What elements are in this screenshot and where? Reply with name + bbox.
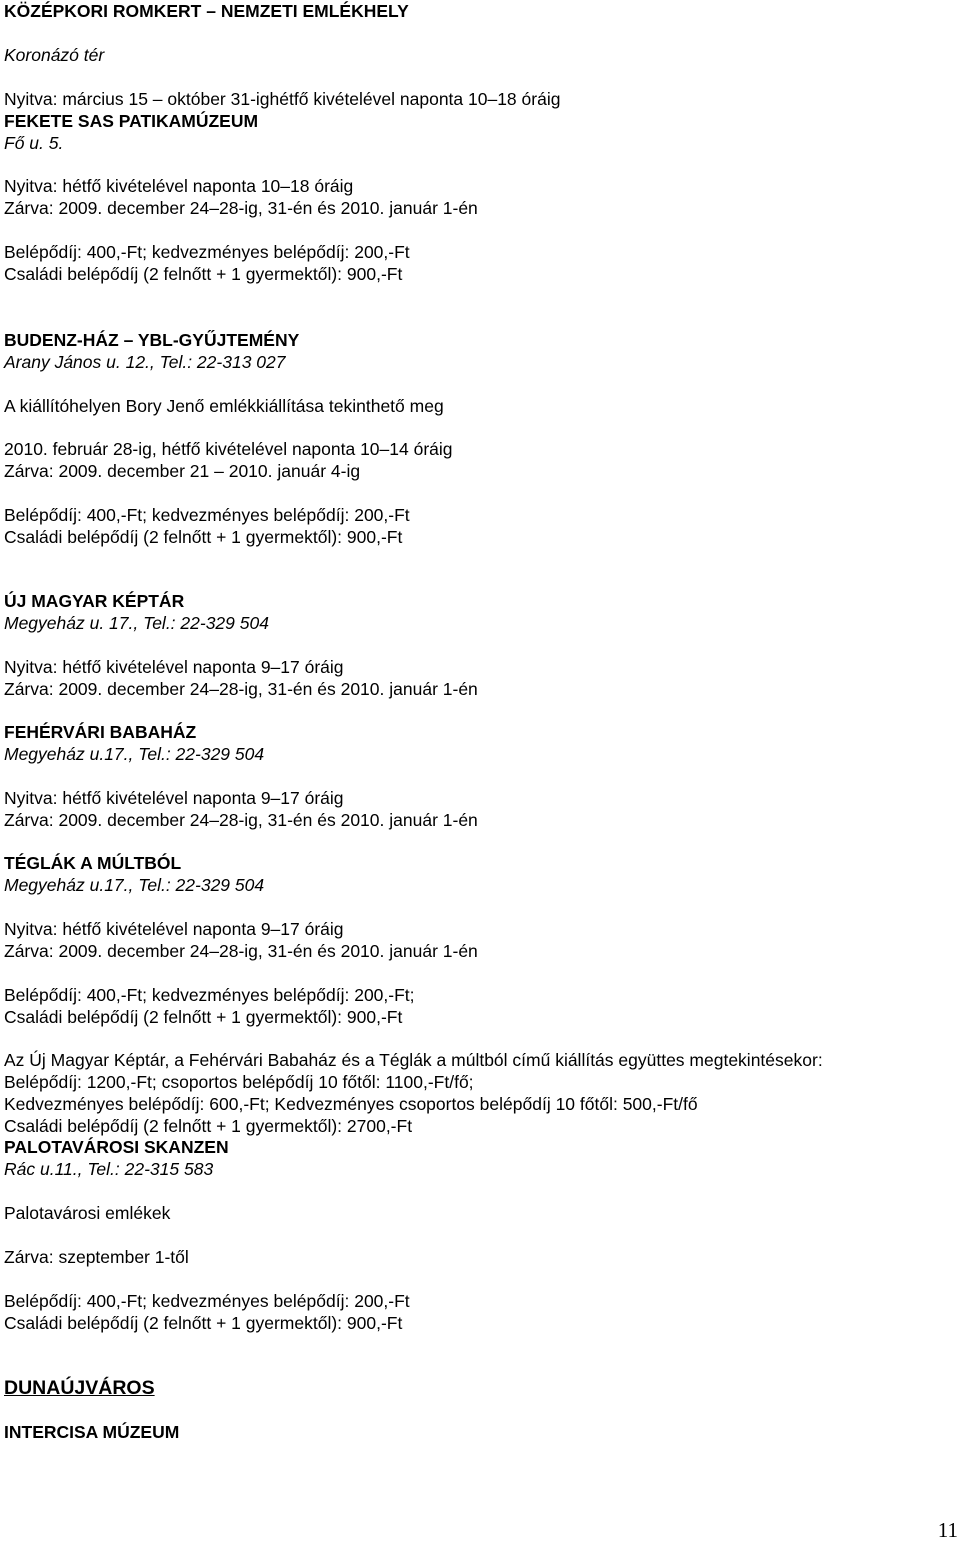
opening-hours-line: Nyitva: hétfő kivételével naponta 9–17 óráig xyxy=(4,919,344,939)
city-heading-dunaujvaros: DUNAÚJVÁROS xyxy=(4,1377,155,1399)
opening-hours-line: Nyitva: március 15 – október 31-ighétfő kivételével naponta 10–18 óráig xyxy=(4,89,561,109)
heading-kozepkori-romkert: KÖZÉPKORI ROMKERT – NEMZETI EMLÉKHELY xyxy=(4,1,409,21)
exhibition-note: A kiállítóhelyen Bory Jenő emlékkiállítása tekinthető meg xyxy=(4,396,444,416)
opening-hours-line: Nyitva: hétfő kivételével naponta 9–17 óráig xyxy=(4,788,344,808)
address-line: Megyeház u. 17., Tel.: 22-329 504 xyxy=(4,613,269,633)
address-line: Megyeház u.17., Tel.: 22-329 504 xyxy=(4,744,265,764)
heading-teglak-a-multbol: TÉGLÁK A MÚLTBÓL xyxy=(4,853,182,873)
opening-hours-line: Nyitva: hétfő kivételével naponta 9–17 óráig xyxy=(4,657,344,677)
combined-admission-line: Belépődíj: 1200,-Ft; csoportos belépődíj 10 főtől: 1100,-Ft/fő; xyxy=(4,1072,474,1092)
opening-hours-line: Nyitva: hétfő kivételével naponta 10–18 óráig xyxy=(4,176,354,196)
opening-hours-line: 2010. február 28-ig, hétfő kivételével naponta 10–14 óráig xyxy=(4,439,453,459)
family-admission-line: Családi belépődíj (2 felnőtt + 1 gyermektől): 900,-Ft xyxy=(4,264,403,284)
address-line: Fő u. 5. xyxy=(4,133,64,153)
family-admission-line: Családi belépődíj (2 felnőtt + 1 gyermektől): 900,-Ft xyxy=(4,527,403,547)
address-line: Rác u.11., Tel.: 22-315 583 xyxy=(4,1159,214,1179)
page-number: 11 xyxy=(937,1518,958,1542)
heading-budenz-haz: BUDENZ-HÁZ – YBL-GYŰJTEMÉNY xyxy=(4,330,300,350)
combined-ticket-intro: Az Új Magyar Képtár, a Fehérvári Babaház és a Téglák a múltból című kiállítás együttes megtekintésekor: xyxy=(4,1050,823,1070)
admission-line: Belépődíj: 400,-Ft; kedvezményes belépődíj: 200,-Ft xyxy=(4,1291,410,1311)
combined-discount-line: Kedvezményes belépődíj: 600,-Ft; Kedvezményes csoportos belépődíj 10 főtől: 500,-Ft/fő xyxy=(4,1094,698,1114)
address-line: Koronázó tér xyxy=(4,45,105,65)
admission-line: Belépődíj: 400,-Ft; kedvezményes belépődíj: 200,-Ft xyxy=(4,505,410,525)
closing-dates-line: Zárva: 2009. december 24–28-ig, 31-én és 2010. január 1-én xyxy=(4,198,478,218)
closing-dates-line: Zárva: 2009. december 24–28-ig, 31-én és 2010. január 1-én xyxy=(4,941,478,961)
family-admission-line: Családi belépődíj (2 felnőtt + 1 gyermektől): 900,-Ft xyxy=(4,1007,403,1027)
family-admission-line: Családi belépődíj (2 felnőtt + 1 gyermektől): 900,-Ft xyxy=(4,1313,403,1333)
heading-fehervari-babahaz: FEHÉRVÁRI BABAHÁZ xyxy=(4,722,197,742)
heading-fekete-sas: FEKETE SAS PATIKAMÚZEUM xyxy=(4,111,259,131)
heading-intercisa-muzeum: INTERCISA MÚZEUM xyxy=(4,1422,180,1442)
exhibition-note: Palotavárosi emlékek xyxy=(4,1203,171,1223)
closing-dates-line: Zárva: 2009. december 24–28-ig, 31-én és 2010. január 1-én xyxy=(4,810,478,830)
address-line: Arany János u. 12., Tel.: 22-313 027 xyxy=(4,352,286,372)
closing-dates-line: Zárva: szeptember 1-től xyxy=(4,1247,189,1267)
heading-uj-magyar-keptar: ÚJ MAGYAR KÉPTÁR xyxy=(4,591,185,611)
closing-dates-line: Zárva: 2009. december 24–28-ig, 31-én és 2010. január 1-én xyxy=(4,679,478,699)
admission-line: Belépődíj: 400,-Ft; kedvezményes belépődíj: 200,-Ft; xyxy=(4,985,415,1005)
closing-dates-line: Zárva: 2009. december 21 – 2010. január 4-ig xyxy=(4,461,361,481)
admission-line: Belépődíj: 400,-Ft; kedvezményes belépődíj: 200,-Ft xyxy=(4,242,410,262)
address-line: Megyeház u.17., Tel.: 22-329 504 xyxy=(4,875,265,895)
heading-palotavarosi-skanzen: PALOTAVÁROSI SKANZEN xyxy=(4,1137,229,1157)
combined-family-line: Családi belépődíj (2 felnőtt + 1 gyermektől): 2700,-Ft xyxy=(4,1116,413,1136)
